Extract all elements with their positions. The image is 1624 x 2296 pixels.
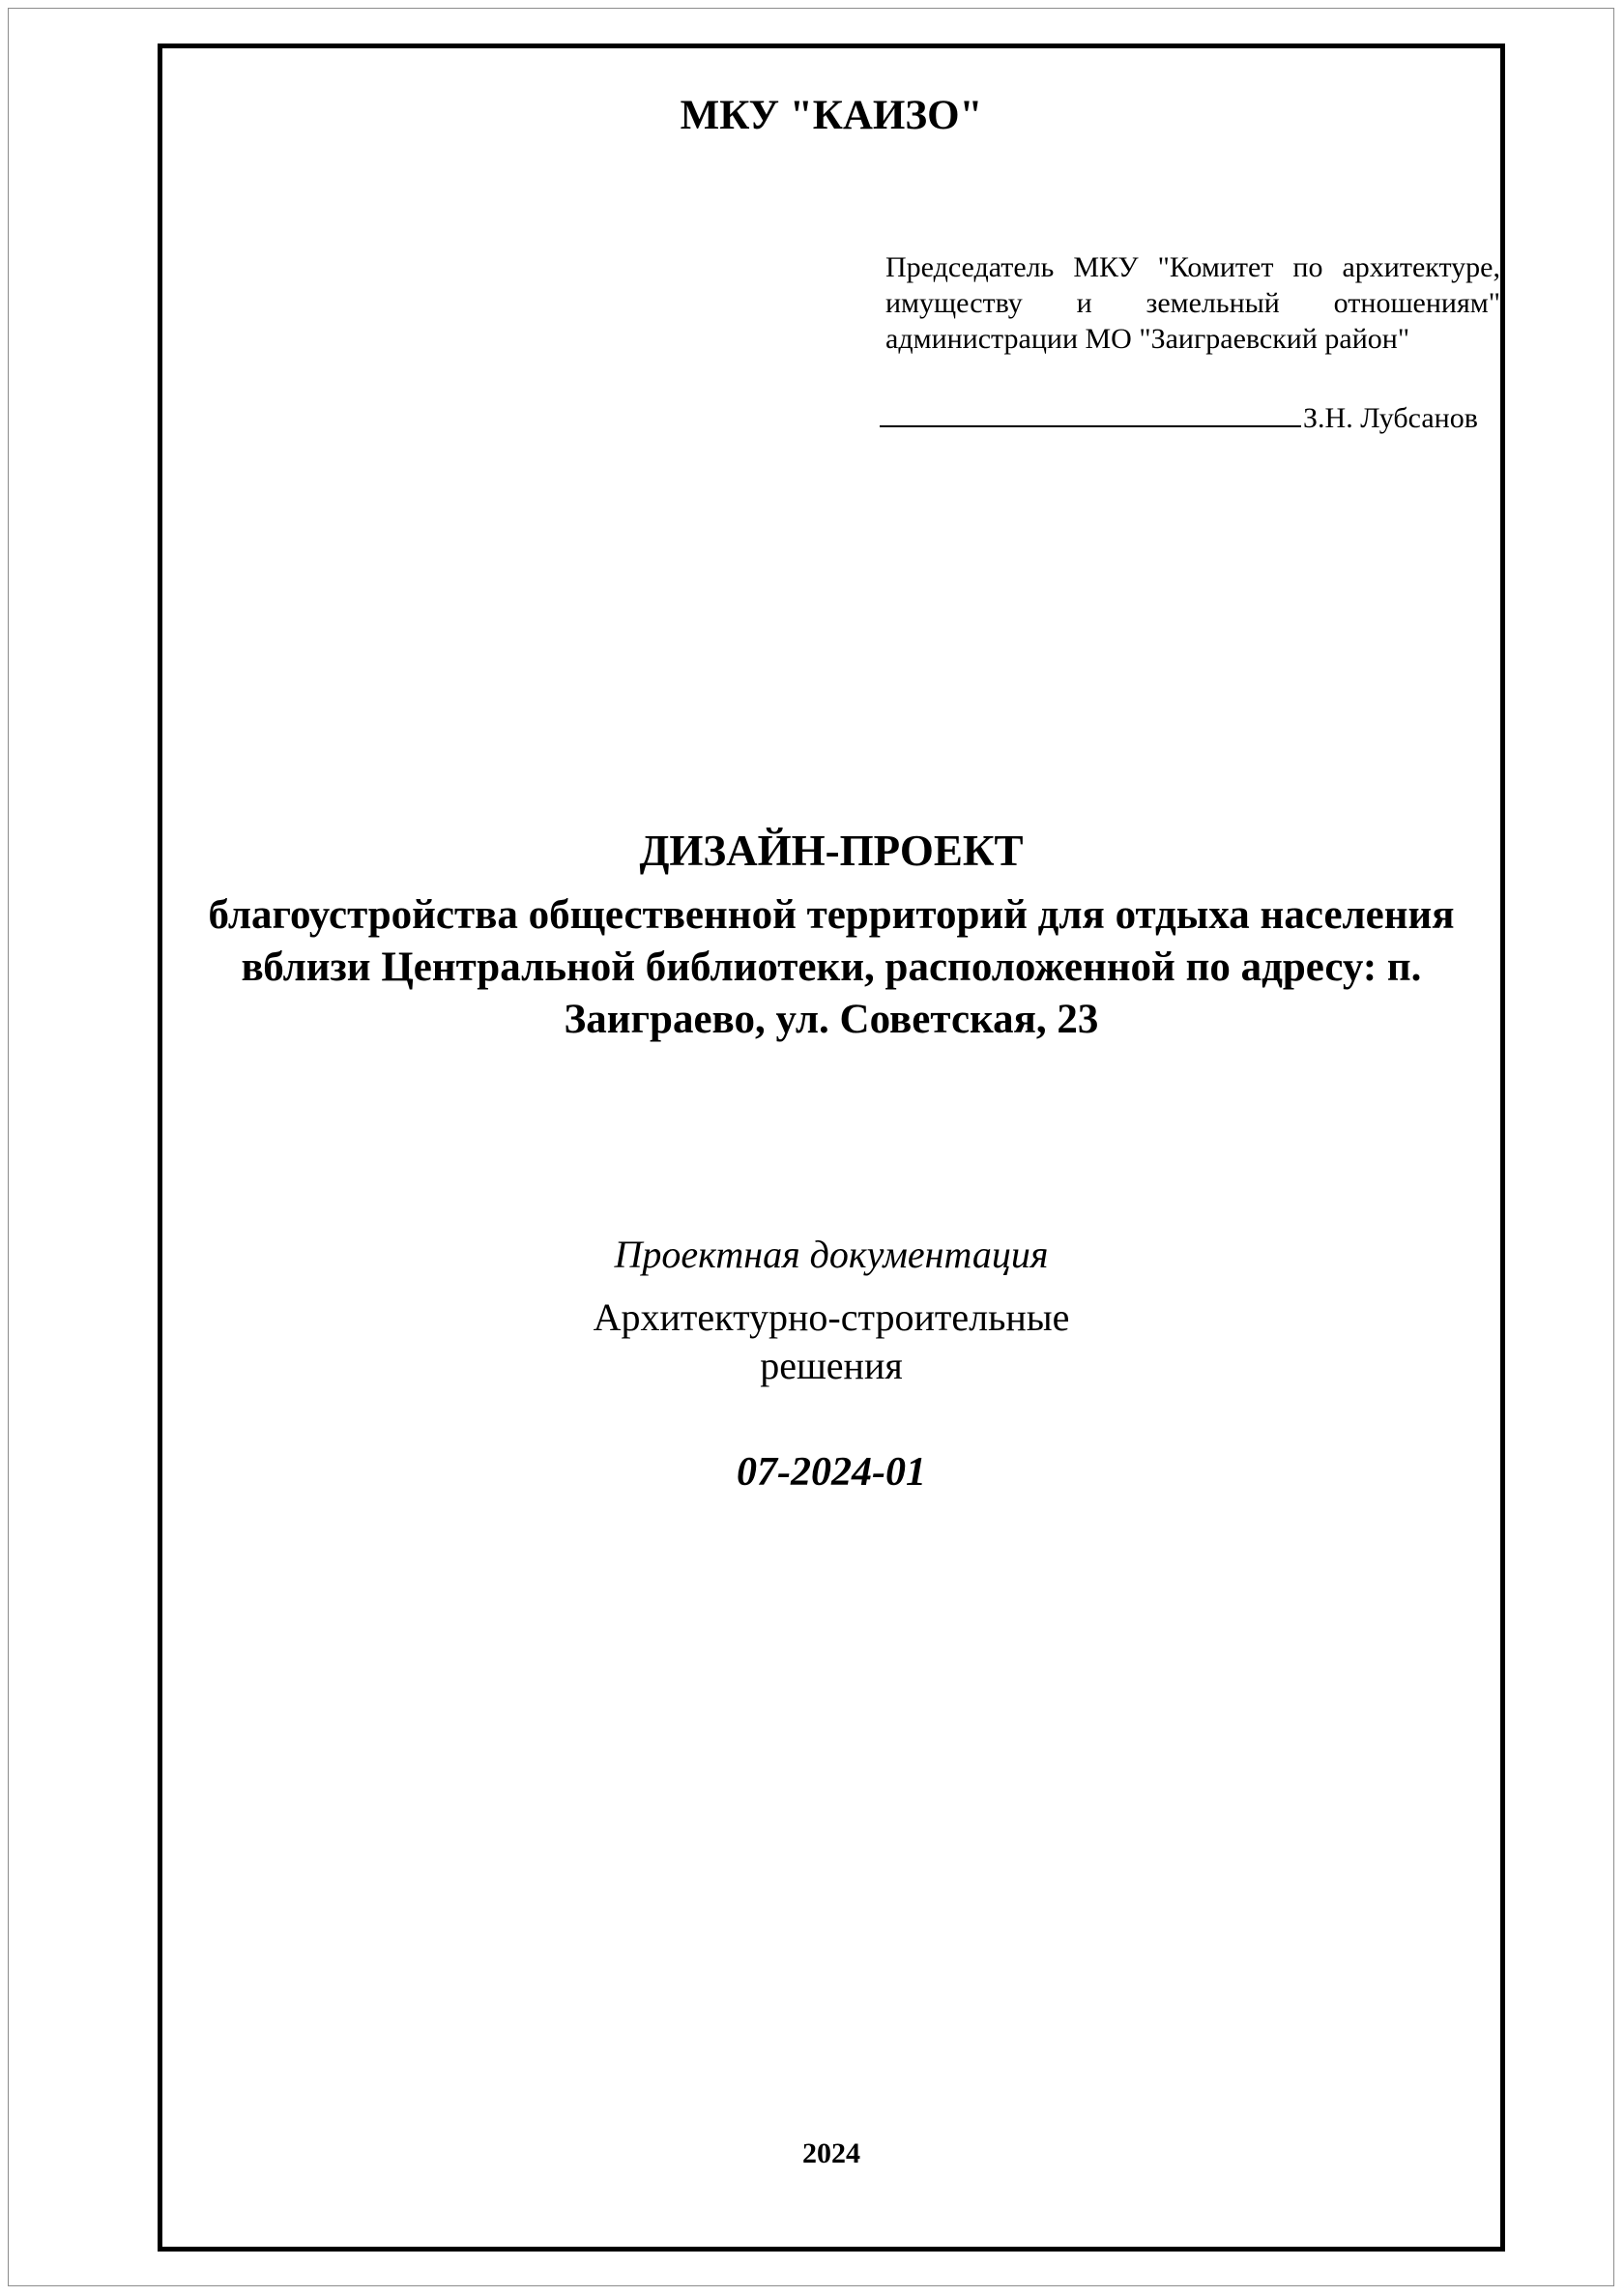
document-type: ДИЗАЙН-ПРОЕКТ [639,827,1024,875]
signatory-name: З.Н. Лубсанов [1303,402,1478,434]
title-line: благоустройства общественной территорий для отдыха населения [208,892,1455,938]
approval-block [885,249,1500,357]
section-line: решения [760,1344,903,1387]
title-line: Заиграево, ул. Советская, 23 [564,997,1099,1042]
organization-name: МКУ "КАИЗО" [680,93,983,138]
document-year: 2024 [802,2137,860,2169]
document-frame [158,44,1505,2252]
approval-line: Председатель МКУ "Комитет по архитектуре, [885,251,1500,283]
approval-line: имуществу и земельный отношениям" [885,287,1500,319]
document-subtitle: Проектная документация [614,1233,1049,1276]
document-section [158,1293,1505,1390]
document-title [158,889,1505,1046]
signature-block [880,396,1478,438]
signature-line [880,396,1301,427]
section-line: Архитектурно-строительные [593,1295,1070,1339]
document-code: 07-2024-01 [737,1450,926,1495]
title-line: вблизи Центральной библиотеки, расположенной по адресу: п. [241,945,1422,990]
approval-line: администрации МО "Заиграевский район" [885,323,1410,355]
